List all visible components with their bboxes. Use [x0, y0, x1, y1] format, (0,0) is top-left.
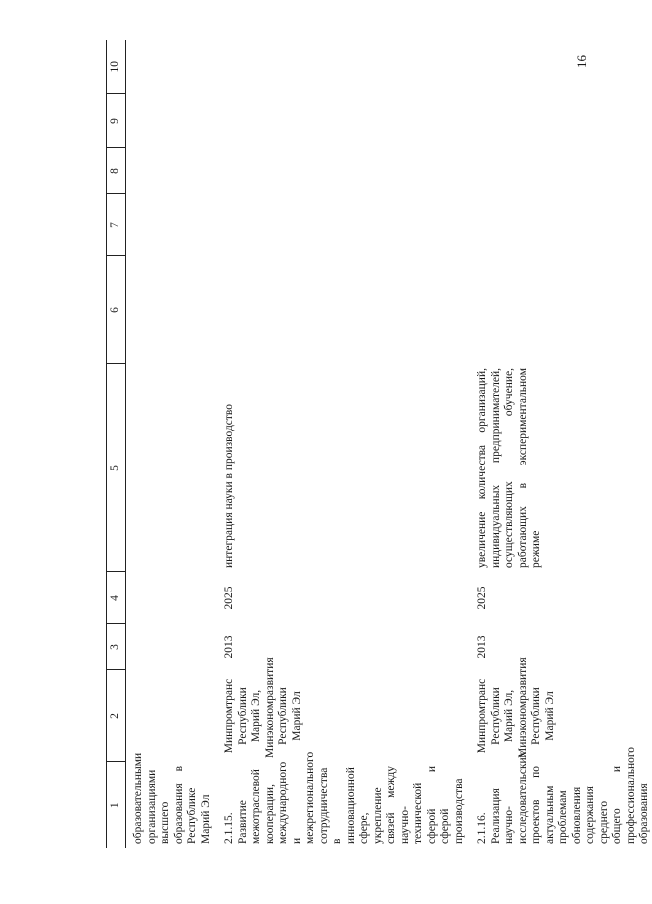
empty-cell — [213, 194, 466, 256]
empty-cell — [466, 194, 652, 256]
measure-cell: 2.1.16. Реализация научно-исследовательских проектов по актуальным проблемам обновления содержания среднего общего и профессионального образования — [476, 746, 650, 844]
activities-table — [106, 40, 652, 848]
page-number: 16 — [574, 55, 589, 68]
table-row — [213, 40, 466, 848]
end-year-cell: 2025 — [476, 586, 488, 610]
column-header: 9 — [107, 94, 126, 148]
column-header: 6 — [107, 256, 126, 364]
executor-cell — [126, 670, 214, 762]
column-header: 1 — [107, 762, 126, 848]
empty-cell — [466, 148, 652, 194]
column-header: 4 — [107, 572, 126, 624]
measure-cell: 2.1.15. Развитие межотраслевой кооперации, международного и межрегионального сотрудничества в инновационной сфере, укрепление связей между научно-технической сферой и сферой производства — [223, 751, 465, 844]
end-year-cell: 2025 — [223, 586, 235, 610]
column-header: 8 — [107, 148, 126, 194]
empty-cell — [126, 194, 214, 256]
empty-cell — [213, 94, 466, 148]
table-row — [126, 40, 214, 848]
executor-cell: Минпромтранс Республики Марий Эл, Минэкономразвития Республики Марий Эл — [476, 657, 556, 758]
empty-cell — [466, 256, 652, 364]
column-header: 10 — [107, 40, 126, 94]
start-year-cell: 2013 — [476, 635, 488, 659]
empty-cell — [213, 148, 466, 194]
start-year-cell — [126, 624, 214, 670]
column-header: 2 — [107, 670, 126, 762]
result-cell — [126, 364, 214, 572]
column-header: 3 — [107, 624, 126, 670]
empty-cell — [466, 40, 652, 94]
empty-cell — [466, 94, 652, 148]
empty-cell — [126, 94, 214, 148]
executor-cell: Минпромтранс Республики Марий Эл, Минэкономразвития Республики Марий Эл — [223, 657, 303, 758]
empty-cell — [126, 148, 214, 194]
empty-cell — [213, 40, 466, 94]
result-cell: интеграция науки в производство — [223, 403, 235, 568]
start-year-cell: 2013 — [223, 635, 235, 659]
result-cell: увеличение количества организаций, индивидуальных предпринимателей, осуществляющих обучение, работающих в экспериментальном режиме — [476, 368, 542, 568]
empty-cell — [126, 256, 214, 364]
empty-cell — [126, 40, 214, 94]
column-header: 7 — [107, 194, 126, 256]
empty-cell — [213, 256, 466, 364]
measure-cell: образовательными организациями высшего образования в Республике Марий Эл — [132, 752, 212, 844]
end-year-cell — [126, 572, 214, 624]
table-row — [466, 40, 652, 848]
column-header: 5 — [107, 364, 126, 572]
table-header — [107, 40, 126, 848]
